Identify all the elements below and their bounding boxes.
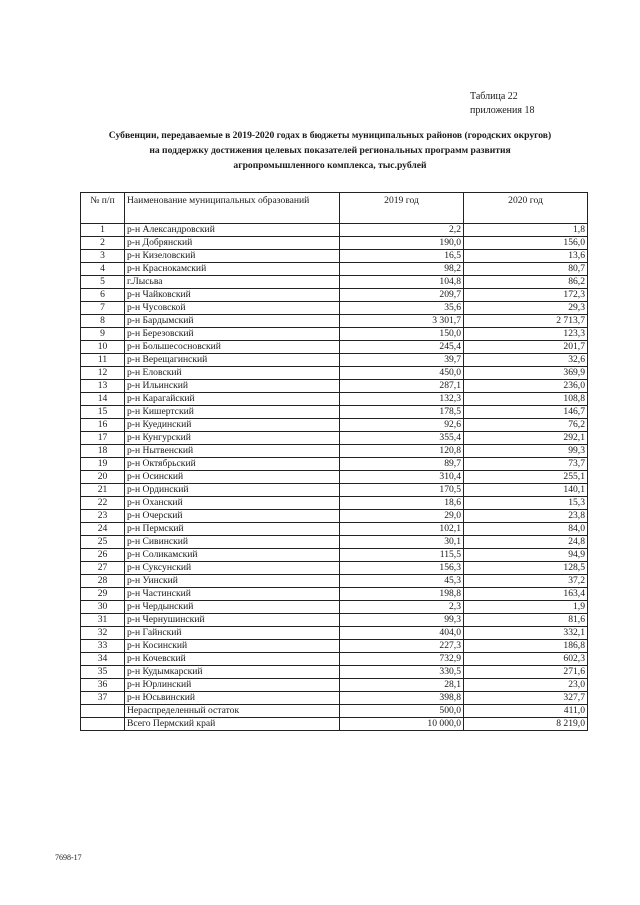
table-row — [81, 393, 588, 406]
value-2019: 156,3 — [340, 562, 464, 575]
municipality-name: Всего Пермский край — [125, 718, 340, 731]
value-2019: 104,8 — [340, 276, 464, 289]
value-2020: 2 713,7 — [464, 315, 588, 328]
table-row — [81, 432, 588, 445]
row-number: 30 — [81, 601, 125, 614]
value-2020: 327,7 — [464, 692, 588, 705]
row-number: 37 — [81, 692, 125, 705]
municipality-name: р-н Осинский — [125, 471, 340, 484]
value-2019: 198,8 — [340, 588, 464, 601]
row-number: 9 — [81, 328, 125, 341]
value-2019: 3 301,7 — [340, 315, 464, 328]
table-row — [81, 718, 588, 731]
row-number: 21 — [81, 484, 125, 497]
municipality-name: р-н Бардымский — [125, 315, 340, 328]
value-2019: 2,2 — [340, 224, 464, 237]
row-number: 7 — [81, 302, 125, 315]
table-row — [81, 679, 588, 692]
table-body — [81, 224, 588, 731]
table-row — [81, 380, 588, 393]
table-row — [81, 224, 588, 237]
value-2019: 10 000,0 — [340, 718, 464, 731]
municipality-name: р-н Березовский — [125, 328, 340, 341]
row-number: 17 — [81, 432, 125, 445]
value-2020: 23,0 — [464, 679, 588, 692]
value-2019: 18,6 — [340, 497, 464, 510]
municipality-name: р-н Кудымкарский — [125, 666, 340, 679]
municipality-name: р-н Кизеловский — [125, 250, 340, 263]
value-2019: 30,1 — [340, 536, 464, 549]
value-2019: 16,5 — [340, 250, 464, 263]
municipality-name: р-н Большесосновский — [125, 341, 340, 354]
table-row — [81, 354, 588, 367]
row-number: 11 — [81, 354, 125, 367]
table-row — [81, 510, 588, 523]
table-row — [81, 575, 588, 588]
value-2020: 411,0 — [464, 705, 588, 718]
value-2020: 332,1 — [464, 627, 588, 640]
table-row — [81, 328, 588, 341]
table-row — [81, 614, 588, 627]
value-2019: 45,3 — [340, 575, 464, 588]
value-2019: 89,7 — [340, 458, 464, 471]
value-2019: 227,3 — [340, 640, 464, 653]
value-2019: 732,9 — [340, 653, 464, 666]
value-2019: 450,0 — [340, 367, 464, 380]
municipality-name: р-н Краснокамский — [125, 263, 340, 276]
value-2019: 245,4 — [340, 341, 464, 354]
value-2020: 29,3 — [464, 302, 588, 315]
municipality-name: р-н Еловский — [125, 367, 340, 380]
value-2020: 80,7 — [464, 263, 588, 276]
value-2019: 98,2 — [340, 263, 464, 276]
value-2020: 81,6 — [464, 614, 588, 627]
row-number: 14 — [81, 393, 125, 406]
row-number — [81, 718, 125, 731]
subsidies-table — [80, 192, 588, 731]
municipality-name: р-н Сивинский — [125, 536, 340, 549]
row-number: 31 — [81, 614, 125, 627]
value-2020: 292,1 — [464, 432, 588, 445]
value-2019: 35,6 — [340, 302, 464, 315]
title-line-3: агропромышленного комплекса, тыс.рублей — [233, 160, 427, 171]
value-2020: 108,8 — [464, 393, 588, 406]
value-2020: 369,9 — [464, 367, 588, 380]
municipality-name: р-н Частинский — [125, 588, 340, 601]
municipality-name: р-н Косинский — [125, 640, 340, 653]
table-row — [81, 536, 588, 549]
table-row — [81, 627, 588, 640]
value-2019: 330,5 — [340, 666, 464, 679]
row-number: 5 — [81, 276, 125, 289]
table-row — [81, 562, 588, 575]
row-number: 13 — [81, 380, 125, 393]
value-2019: 92,6 — [340, 419, 464, 432]
municipality-name: р-н Чусовской — [125, 302, 340, 315]
municipality-name: р-н Кунгурский — [125, 432, 340, 445]
table-header-row — [81, 193, 588, 224]
table-row — [81, 705, 588, 718]
title-line-2: на поддержку достижения целевых показателей региональных программ развития — [149, 145, 511, 156]
row-number: 22 — [81, 497, 125, 510]
row-number: 24 — [81, 523, 125, 536]
table-row — [81, 601, 588, 614]
municipality-name: р-н Чернушинский — [125, 614, 340, 627]
value-2020: 146,7 — [464, 406, 588, 419]
row-number: 4 — [81, 263, 125, 276]
municipality-name: р-н Суксунский — [125, 562, 340, 575]
table-row — [81, 263, 588, 276]
municipality-name: р-н Октябрьский — [125, 458, 340, 471]
municipality-name: р-н Ильинский — [125, 380, 340, 393]
table-row — [81, 458, 588, 471]
title-line-1: Субвенции, передаваемые в 2019-2020 годах в бюджеты муниципальных районов (городских округов) — [108, 130, 552, 141]
row-number: 19 — [81, 458, 125, 471]
municipality-name: р-н Соликамский — [125, 549, 340, 562]
row-number: 18 — [81, 445, 125, 458]
table-row — [81, 445, 588, 458]
value-2019: 355,4 — [340, 432, 464, 445]
row-number: 25 — [81, 536, 125, 549]
value-2019: 102,1 — [340, 523, 464, 536]
municipality-name: р-н Юрлинский — [125, 679, 340, 692]
municipality-name: р-н Гайнский — [125, 627, 340, 640]
row-number: 15 — [81, 406, 125, 419]
value-2020: 1,8 — [464, 224, 588, 237]
value-2019: 209,7 — [340, 289, 464, 302]
row-number: 26 — [81, 549, 125, 562]
value-2019: 398,8 — [340, 692, 464, 705]
table-row — [81, 588, 588, 601]
value-2020: 172,3 — [464, 289, 588, 302]
table-row — [81, 692, 588, 705]
table-row — [81, 640, 588, 653]
table-row — [81, 471, 588, 484]
municipality-name: р-н Очерский — [125, 510, 340, 523]
value-2020: 99,3 — [464, 445, 588, 458]
value-2020: 94,9 — [464, 549, 588, 562]
value-2020: 140,1 — [464, 484, 588, 497]
value-2019: 170,5 — [340, 484, 464, 497]
value-2019: 29,0 — [340, 510, 464, 523]
value-2020: 32,6 — [464, 354, 588, 367]
value-2020: 24,8 — [464, 536, 588, 549]
table-row — [81, 276, 588, 289]
value-2019: 39,7 — [340, 354, 464, 367]
col-header-name: Наименование муниципальных образований — [125, 193, 340, 224]
appendix-label: приложения 18 — [470, 105, 535, 116]
value-2020: 602,3 — [464, 653, 588, 666]
row-number — [81, 705, 125, 718]
row-number: 16 — [81, 419, 125, 432]
row-number: 23 — [81, 510, 125, 523]
value-2019: 404,0 — [340, 627, 464, 640]
value-2019: 150,0 — [340, 328, 464, 341]
value-2019: 115,5 — [340, 549, 464, 562]
value-2020: 73,7 — [464, 458, 588, 471]
document-code: 7698-17 — [55, 853, 82, 862]
value-2020: 128,5 — [464, 562, 588, 575]
row-number: 1 — [81, 224, 125, 237]
value-2020: 86,2 — [464, 276, 588, 289]
table-row — [81, 523, 588, 536]
row-number: 3 — [81, 250, 125, 263]
document-title — [80, 128, 580, 173]
municipality-name: р-н Ординский — [125, 484, 340, 497]
municipality-name: р-н Кочевский — [125, 653, 340, 666]
col-header-number: № п/п — [81, 193, 125, 224]
table-row — [81, 666, 588, 679]
municipality-name: р-н Кишертский — [125, 406, 340, 419]
table-label: Таблица 22 — [470, 91, 518, 102]
value-2020: 37,2 — [464, 575, 588, 588]
municipality-name: г.Лысьва — [125, 276, 340, 289]
table-row — [81, 237, 588, 250]
value-2020: 255,1 — [464, 471, 588, 484]
row-number: 2 — [81, 237, 125, 250]
row-number: 34 — [81, 653, 125, 666]
municipality-name: р-н Юсьвинский — [125, 692, 340, 705]
value-2020: 201,7 — [464, 341, 588, 354]
municipality-name: р-н Уинский — [125, 575, 340, 588]
value-2020: 15,3 — [464, 497, 588, 510]
municipality-name: Нераспределенный остаток — [125, 705, 340, 718]
value-2020: 123,3 — [464, 328, 588, 341]
table-reference — [470, 90, 534, 118]
table-row — [81, 549, 588, 562]
municipality-name: р-н Оханский — [125, 497, 340, 510]
row-number: 29 — [81, 588, 125, 601]
row-number: 20 — [81, 471, 125, 484]
table-row — [81, 406, 588, 419]
row-number: 6 — [81, 289, 125, 302]
municipality-name: р-н Пермский — [125, 523, 340, 536]
table-row — [81, 289, 588, 302]
row-number: 32 — [81, 627, 125, 640]
table-row — [81, 484, 588, 497]
value-2020: 76,2 — [464, 419, 588, 432]
table-row — [81, 419, 588, 432]
value-2019: 287,1 — [340, 380, 464, 393]
value-2019: 120,8 — [340, 445, 464, 458]
municipality-name: р-н Куединский — [125, 419, 340, 432]
row-number: 27 — [81, 562, 125, 575]
table-row — [81, 302, 588, 315]
value-2020: 8 219,0 — [464, 718, 588, 731]
col-header-2020: 2020 год — [464, 193, 588, 224]
row-number: 8 — [81, 315, 125, 328]
value-2019: 500,0 — [340, 705, 464, 718]
value-2019: 310,4 — [340, 471, 464, 484]
value-2019: 99,3 — [340, 614, 464, 627]
row-number: 36 — [81, 679, 125, 692]
table-row — [81, 341, 588, 354]
value-2020: 156,0 — [464, 237, 588, 250]
municipality-name: р-н Нытвенский — [125, 445, 340, 458]
value-2020: 186,8 — [464, 640, 588, 653]
value-2020: 163,4 — [464, 588, 588, 601]
table-row — [81, 497, 588, 510]
table-row — [81, 653, 588, 666]
municipality-name: р-н Карагайский — [125, 393, 340, 406]
value-2020: 1,9 — [464, 601, 588, 614]
municipality-name: р-н Верещагинский — [125, 354, 340, 367]
row-number: 35 — [81, 666, 125, 679]
value-2019: 178,5 — [340, 406, 464, 419]
municipality-name: р-н Александровский — [125, 224, 340, 237]
row-number: 10 — [81, 341, 125, 354]
municipality-name: р-н Чердынский — [125, 601, 340, 614]
value-2020: 271,6 — [464, 666, 588, 679]
value-2019: 132,3 — [340, 393, 464, 406]
row-number: 12 — [81, 367, 125, 380]
row-number: 33 — [81, 640, 125, 653]
table-row — [81, 250, 588, 263]
table-row — [81, 315, 588, 328]
value-2020: 236,0 — [464, 380, 588, 393]
value-2019: 2,3 — [340, 601, 464, 614]
value-2019: 190,0 — [340, 237, 464, 250]
col-header-2019: 2019 год — [340, 193, 464, 224]
table-row — [81, 367, 588, 380]
row-number: 28 — [81, 575, 125, 588]
value-2020: 13,6 — [464, 250, 588, 263]
municipality-name: р-н Чайковский — [125, 289, 340, 302]
value-2020: 23,8 — [464, 510, 588, 523]
municipality-name: р-н Добрянский — [125, 237, 340, 250]
value-2020: 84,0 — [464, 523, 588, 536]
value-2019: 28,1 — [340, 679, 464, 692]
